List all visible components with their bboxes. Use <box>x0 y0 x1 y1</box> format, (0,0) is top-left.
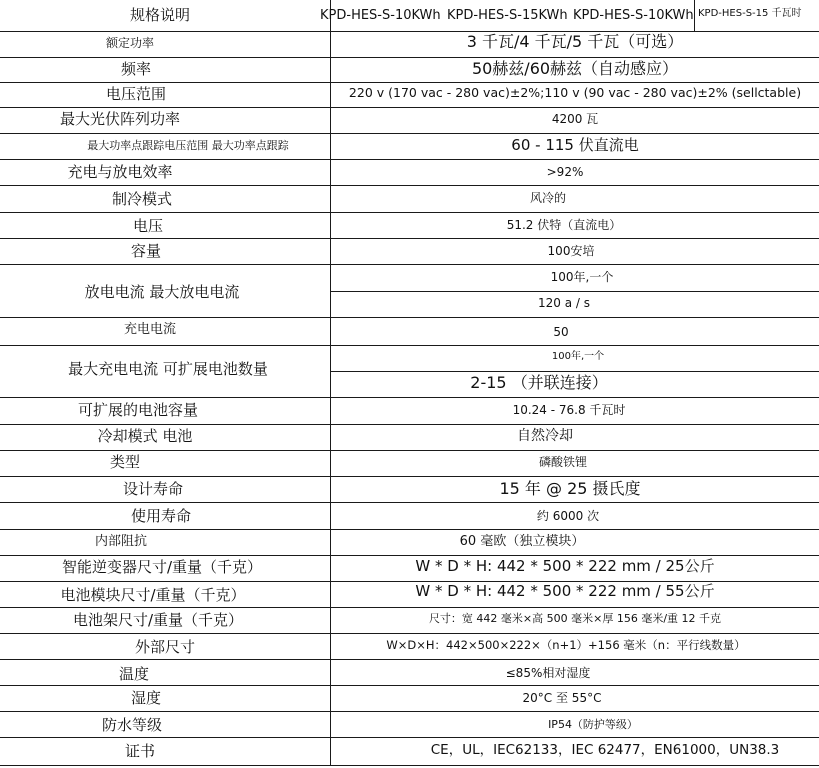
label-voltage-range: 电压范围 <box>105 85 166 103</box>
row-divider <box>0 450 819 451</box>
row-divider <box>330 371 819 372</box>
label-battery-module-size: 电池模块尺寸/重量（千克） <box>60 586 246 604</box>
row-divider <box>0 397 819 398</box>
row-divider <box>0 607 819 608</box>
label-rated-power: 额定功率 <box>105 36 154 50</box>
value-capacity: 100安培 <box>547 244 595 258</box>
row-divider <box>0 711 819 712</box>
header-model-2: KPD-HES-S-15KWh <box>447 8 568 23</box>
value-certificate: CE，UL，IEC62133，IEC 62477，EN61000，UN38.3 <box>430 742 780 758</box>
row-divider <box>0 685 819 686</box>
value-discharge-current: 120 a / s <box>538 296 590 310</box>
row-divider <box>0 476 819 477</box>
row-divider <box>0 345 819 346</box>
value-waterproof-rating: IP54（防护等级） <box>548 718 638 731</box>
label-cooling-mode: 制冷模式 <box>111 190 172 208</box>
value-cooling-battery: 自然冷却 <box>517 428 573 444</box>
row-divider <box>0 107 819 108</box>
value-voltage: 51.2 伏特（直流电） <box>506 218 622 232</box>
header-model-1: KPD-HES-S-10KWh <box>320 8 441 23</box>
value-frequency: 50赫兹/60赫兹（自动感应） <box>471 59 679 78</box>
value-inverter-size-weight: W * D * H: 442 * 500 * 222 mm / 25公斤 <box>415 557 715 575</box>
value-humidity: 20°C 至 55°C <box>522 691 602 705</box>
row-divider <box>0 238 819 239</box>
value-max-discharge: 100年,一个 <box>550 270 614 284</box>
label-charge-current: 充电电流 <box>123 322 176 337</box>
column-divider <box>694 0 695 31</box>
row-divider <box>0 424 819 425</box>
value-voltage-range: 220 v (170 vac - 280 vac)±2%;110 v (90 vac - 280 vac)±2% (sellctable) <box>348 85 802 100</box>
label-temperature: 温度 <box>118 665 149 683</box>
label-certificate: 证书 <box>124 742 155 760</box>
row-divider <box>0 529 819 530</box>
row-divider <box>330 291 819 292</box>
label-inverter-size-weight: 智能逆变器尺寸/重量（千克） <box>61 558 263 576</box>
label-type: 类型 <box>109 453 140 471</box>
header-model-3: KPD-HES-S-10KWh <box>573 8 694 23</box>
row-divider <box>0 633 819 634</box>
label-max-charge-current: 最大充电电流 可扩展电池数量 <box>68 360 268 378</box>
label-cooling-battery: 冷却模式 电池 <box>97 427 193 445</box>
header-model-4: KPD-HES-S-15 千瓦时 <box>698 8 802 19</box>
row-divider <box>0 57 819 58</box>
value-type: 磷酸铁锂 <box>538 455 587 469</box>
value-service-life: 约 6000 次 <box>536 509 600 523</box>
label-battery-rack-size: 电池架尺寸/重量（千克） <box>72 611 244 629</box>
label-waterproof-rating: 防水等级 <box>101 716 162 734</box>
row-divider <box>0 159 819 160</box>
label-efficiency: 充电与放电效率 <box>67 163 173 181</box>
value-charge-current: 50 <box>553 325 569 339</box>
value-internal-impedance: 60 毫欧（独立模块） <box>459 534 585 549</box>
value-design-life: 15 年 @ 25 摄氏度 <box>499 479 641 498</box>
value-battery-rack-size: 尺寸：宽 442 毫米×高 500 毫米×厚 156 毫米/重 12 千克 <box>428 612 722 625</box>
row-divider <box>0 133 819 134</box>
label-external-size: 外部尺寸 <box>134 638 195 656</box>
value-expandable-count: 2-15 （并联连接） <box>470 373 608 392</box>
row-divider <box>0 82 819 83</box>
row-divider <box>0 264 819 265</box>
value-mppt-range: 60 - 115 伏直流电 <box>511 136 639 154</box>
row-divider <box>0 31 819 32</box>
value-external-size: W×D×H：442×500×222×（n+1）+156 毫米（n：平行线数量） <box>386 638 746 652</box>
header-label: 规格说明 <box>129 6 190 24</box>
label-discharge-current: 放电电流 最大放电电流 <box>84 283 240 301</box>
label-capacity: 容量 <box>130 242 161 260</box>
value-expandable-capacity: 10.24 - 76.8 千瓦时 <box>512 403 626 417</box>
row-divider <box>0 212 819 213</box>
label-voltage: 电压 <box>132 217 163 235</box>
row-divider <box>0 502 819 503</box>
label-service-life: 使用寿命 <box>130 507 191 525</box>
value-max-pv-power: 4200 瓦 <box>551 112 599 126</box>
label-expandable-capacity: 可扩展的电池容量 <box>77 401 198 419</box>
value-rated-power: 3 千瓦/4 千瓦/5 千瓦（可选） <box>466 32 684 51</box>
label-design-life: 设计寿命 <box>122 480 183 498</box>
row-divider <box>0 737 819 738</box>
row-divider <box>0 555 819 556</box>
value-cooling-mode: 风冷的 <box>529 191 566 205</box>
row-divider <box>0 659 819 660</box>
row-divider <box>0 765 819 766</box>
label-frequency: 频率 <box>120 60 151 78</box>
value-temperature: ≤85%相对湿度 <box>505 666 591 680</box>
value-efficiency: >92% <box>546 165 584 179</box>
label-internal-impedance: 内部阻抗 <box>94 534 147 549</box>
label-mppt-range: 最大功率点跟踪电压范围 最大功率点跟踪 <box>87 139 289 152</box>
row-divider <box>0 317 819 318</box>
label-humidity: 湿度 <box>130 689 161 707</box>
value-battery-module-size: W * D * H: 442 * 500 * 222 mm / 55公斤 <box>415 582 715 600</box>
value-max-charge-current: 100年,一个 <box>551 351 605 362</box>
row-divider <box>0 185 819 186</box>
label-max-pv-power: 最大光伏阵列功率 <box>59 110 180 128</box>
